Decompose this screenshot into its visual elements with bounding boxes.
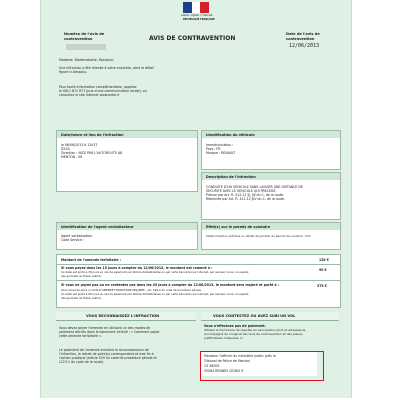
intro-line-2: figure ci-dessous.: [59, 70, 88, 74]
recognize-line-7: L223-1 du code de la route).: [59, 360, 105, 364]
greeting-text: Madame, Mademoiselle, Monsieur,: [59, 58, 115, 62]
points-line-1: Cette infraction entraîne un retrait de point(s) du permis de conduire : OUI: [206, 234, 311, 238]
forfait-label: Montant de l'amende forfaitaire :: [61, 258, 121, 262]
description-line-2: SECURITE AVEC LE VEHICULE QUI PRECEDE.: [206, 189, 277, 193]
recognize-header: VOUS RECONNAISSEZ L'INFRACTION: [86, 314, 160, 318]
logo-motto: Liberté • Égalité • Fraternité: [181, 14, 213, 17]
recognize-line-5: l'infraction, le retrait de point(s) correspondant et met fin à: [59, 352, 154, 356]
recognize-line-4: Le paiement de l'amende entraîne la reconnaissance de: [59, 348, 149, 352]
minoree-value: 90 €: [319, 268, 327, 272]
vehicle-box: [201, 130, 341, 170]
description-box: [201, 172, 341, 220]
infraction-place-header: Date/heure et lieu de l'infraction: [61, 133, 124, 137]
recognize-line-2: paiement décrits dans le document intitulé : « Comment payer: [59, 330, 160, 334]
contest-line-1: Utilisez le formulaire de requête en exonération joint et adressez-le,: [204, 328, 307, 332]
vehicle-header: Identification du véhicule: [206, 133, 255, 137]
majoree-title: Si vous ne payez pas ou ne contestez pas dans les 45 jours à compter du 12/06/2013, le montant sera majoré et porté à :: [61, 283, 280, 287]
agent-line-1: Agent verbalisateur: [61, 234, 93, 238]
info-line-1: Pour toute information complémentaire, appelez: [59, 85, 137, 89]
agent-line-2: Code Service :: [61, 238, 85, 242]
info-line-3: consultez le site Internet www.antai.fr: [59, 93, 120, 97]
recognize-infraction-section: [56, 312, 196, 394]
description-line-3: Prévue par Art. R. 412-12 §I, §II du C. de la route.: [206, 193, 285, 197]
points-box: [201, 222, 341, 250]
majoree-line-2: Ce délai est porté à 60 jours en cas de paiement par timbre dématérialisé ou par carte bancaire (sur Internet, par serveur vocal, ou auprès: [61, 292, 249, 296]
forfait-value: 135 €: [319, 258, 329, 262]
majoree-value: 375 €: [317, 284, 327, 288]
notice-date-label: Date de l'avis de contravention: [286, 32, 320, 41]
contest-line-3: justificatives indiquées, à :: [204, 336, 245, 340]
vehicle-country: Pays : FR: [206, 147, 221, 151]
contravention-notice-page: [40, 0, 352, 398]
address-line-1: Monsieur l'officier du ministère public près le: [204, 354, 276, 358]
address-line-3: CS 36000: [204, 364, 220, 368]
description-header: Description de l'infraction: [206, 175, 256, 179]
contest-header: VOUS CONTESTEZ OU AVEZ SUBI UN VOL: [213, 314, 296, 318]
minoree-line-1: Ce délai est porté à 30 jours en cas de paiement par timbre dématérialisé ou par carte bancaire (sur Internet, par serveur vocal, ou auprès: [61, 270, 249, 274]
agent-box: [56, 222, 198, 250]
minoree-line-2: des guichets du Trésor public).: [61, 274, 103, 278]
address-line-4: 35084 RENNES CEDEX 9: [204, 369, 244, 373]
description-line-1: CONDUITE D'UN VEHICULE SANS LAISSER UNE DISTANCE DE: [206, 185, 303, 189]
page-title: AVIS DE CONTRAVENTION: [149, 35, 236, 42]
republique-francaise-logo: [181, 2, 215, 24]
notice-number-label: Numéro de l'avis de contravention: [64, 32, 105, 41]
infraction-direction: Direction : NICE PAR L'AUTOROUTE A8: [61, 151, 123, 155]
infraction-town: MENTON - 06: [61, 155, 83, 159]
majoree-line-3: des guichets du Trésor public).: [61, 296, 103, 300]
points-header: Effet(s) sur le permis de conduire: [206, 225, 271, 229]
infraction-datetime: le 06/06/2013 à 12h37: [61, 143, 98, 147]
logo-country: RÉPUBLIQUE FRANÇAISE: [183, 18, 215, 21]
infraction-road: D22A: [61, 147, 70, 151]
amounts-box: [56, 254, 341, 308]
vehicle-brand: Marque : RENAULT: [206, 151, 236, 155]
info-line-2: le 0811 871 871 (prix d'une communication locale), ou: [59, 89, 147, 93]
recognize-line-6: l'action publique (article 529 du code de procédure pénale et: [59, 356, 157, 360]
majoree-line-1: Vous recevrez alors un AVIS D'AMENDE FORFAITAIRE MAJORÉE - art. 529-2 du code de procédure pénale.: [61, 288, 202, 292]
recognize-line-1: Vous devez payer l'amende en utilisant un des modes de: [59, 326, 151, 330]
contest-section-title: Vous n'effectuez pas de paiement.: [204, 324, 266, 328]
contest-line-2: accompagné de l'original de l'avis de contravention et des pièces: [204, 332, 303, 336]
notice-number-redacted: [66, 44, 106, 50]
notice-date-value: 12/06/2013: [289, 43, 320, 49]
minoree-title: Si vous payez dans les 15 jours à compter du 12/06/2013, le montant est ramené à :: [61, 266, 213, 270]
agent-header: Identification de l'agent verbalisateur: [61, 225, 134, 229]
intro-line-1: Une infraction a été relevée à votre encontre, dont le détail: [59, 66, 155, 70]
description-line-4: Réprimée par Art. R. 412-12 §IV du C. de la route.: [206, 197, 286, 201]
infraction-place-box: [56, 130, 198, 192]
recognize-line-3: cette amende forfaitaire ».: [59, 334, 102, 338]
address-highlight: [200, 351, 324, 381]
vehicle-plate-label: Immatriculation :: [206, 143, 234, 147]
address-line-2: Tribunal de Police de Menton: [204, 359, 250, 363]
